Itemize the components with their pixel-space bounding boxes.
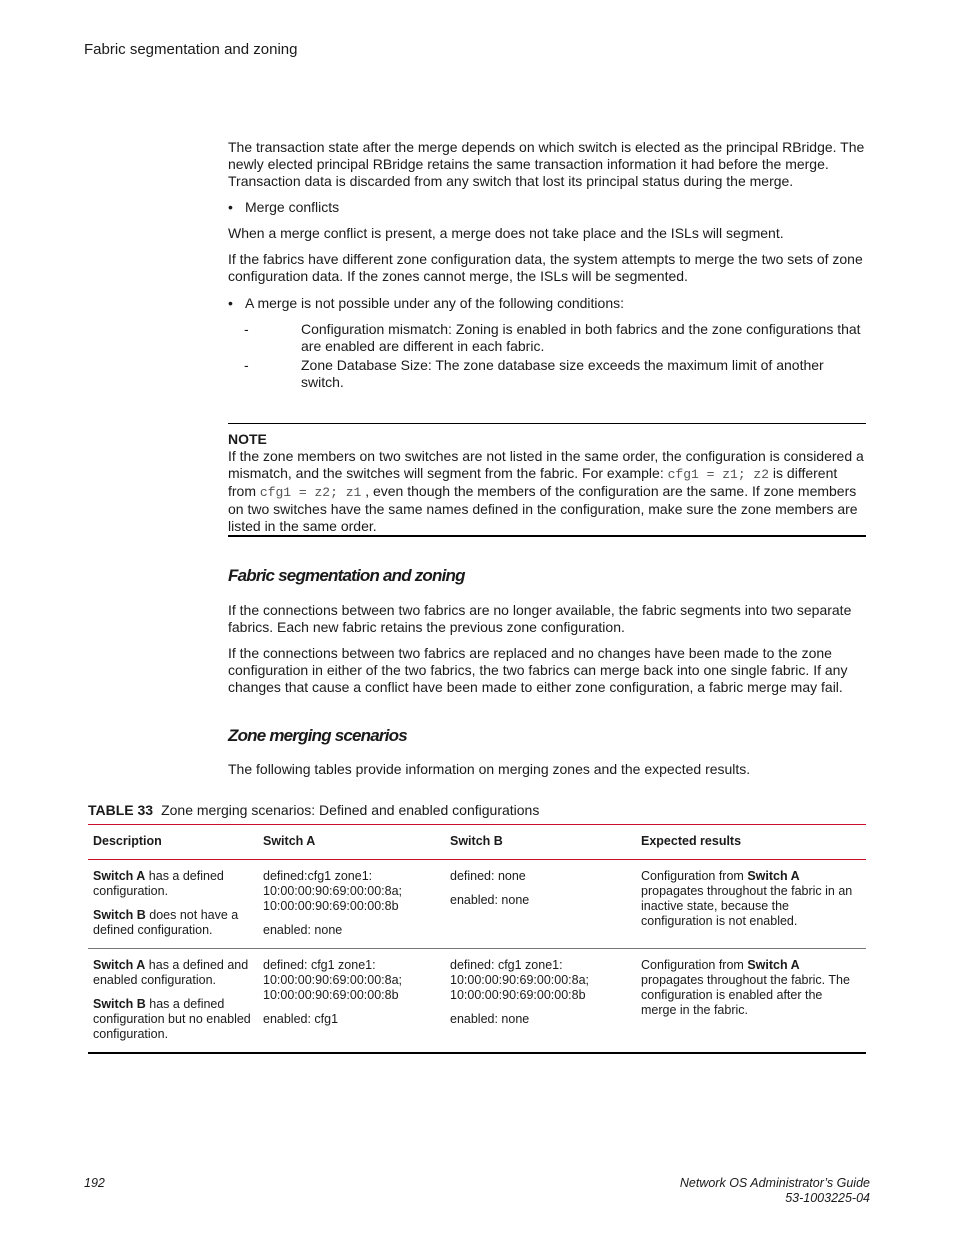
zone-merging-paragraph: The following tables provide information on merging zones and the expected results.	[228, 761, 751, 777]
description-text: has a defined configuration but no enabled configuration.	[93, 997, 251, 1041]
footer-doc-title: Network OS Administrator’s Guide	[679, 1176, 870, 1190]
segmentation-paragraph-2: If the connections between two fabrics are replaced and no changes have been made to the zone configuration in either of the two fabrics, the two fabrics can merge back into one single fabric. If any changes that cause a conflict have been made to either zone configuration, a fabric merge may fail.	[228, 645, 848, 695]
merge-conflict-paragraph: When a merge conflict is present, a merge does not take place and the ISLs will segment.	[228, 225, 784, 241]
enabled-config: enabled: cfg1	[263, 1012, 339, 1026]
enabled-config: enabled: none	[450, 893, 530, 907]
switch-name: Switch B	[93, 997, 146, 1011]
note-text-c: , even though the members of the configuration are the same. If zone members on two switches have the same names defined in the configuration, make sure the zone members are listed in the same order.	[228, 483, 858, 534]
note-bottom-rule	[228, 535, 866, 537]
note-text	[228, 448, 864, 535]
description-text: has a defined configuration.	[93, 869, 224, 898]
zone-config-paragraph: If the fabrics have different zone configuration data, the system attempts to merge the two sets of zone configuration data. If the zones cannot merge, the ISLs will be segmented.	[228, 251, 863, 284]
bullet-text: A merge is not possible under any of the following conditions:	[245, 295, 625, 311]
switch-a-cell	[258, 949, 445, 1054]
column-header: Expected results	[636, 825, 866, 860]
switch-name: Switch A	[747, 958, 800, 972]
defined-config: defined: cfg1 zone1: 10:00:00:90:69:00:00:8a; 10:00:00:90:69:00:00:8b	[263, 958, 403, 1002]
dash-glyph: -	[244, 357, 249, 373]
switch-name: Switch A	[93, 869, 146, 883]
footer-doc-info	[680, 1176, 870, 1206]
switch-b-cell	[445, 860, 636, 949]
column-header: Switch A	[258, 825, 445, 860]
table-header-row	[88, 825, 866, 860]
zone-merging-table	[88, 824, 866, 1054]
page-number: 192	[84, 1176, 105, 1190]
running-header: Fabric segmentation and zoning	[84, 41, 298, 58]
expected-result-cell	[636, 949, 866, 1054]
switch-name: Switch A	[747, 869, 800, 883]
defined-config: defined:cfg1 zone1: 10:00:00:90:69:00:00:8a; 10:00:00:90:69:00:00:8b	[263, 869, 403, 913]
enabled-config: enabled: none	[263, 923, 343, 937]
note-code-a: cfg1 = z1; z2	[667, 467, 770, 482]
table-row	[88, 949, 866, 1054]
dash-glyph: -	[244, 321, 249, 337]
table-row	[88, 860, 866, 949]
note-text-b: is different from	[228, 465, 838, 499]
bullet-glyph: •	[228, 295, 233, 311]
switch-a-cell	[258, 860, 445, 949]
description-cell	[88, 860, 258, 949]
table-caption-label: TABLE 33	[88, 802, 154, 818]
expected-result-cell	[636, 860, 866, 949]
note-code-b: cfg1 = z2; z1	[259, 485, 362, 500]
result-text: Configuration from	[641, 958, 748, 972]
note-label: NOTE	[228, 431, 267, 447]
condition-text: Zone Database Size: The zone database size exceeds the maximum limit of another switch.	[301, 357, 824, 390]
bullet-text: Merge conflicts	[245, 199, 340, 215]
description-text: has a defined and enabled configuration.	[93, 958, 249, 987]
section-heading-zone-merging: Zone merging scenarios	[228, 726, 407, 745]
note-box	[228, 431, 864, 535]
table-caption	[88, 802, 539, 818]
column-header: Switch B	[445, 825, 636, 860]
description-cell	[88, 949, 258, 1054]
segmentation-paragraph-1: If the connections between two fabrics are no longer available, the fabric segments into two separate fabrics. Each new fabric retains the previous zone configuration.	[228, 602, 852, 635]
bullet-glyph: •	[228, 199, 233, 215]
switch-b-cell	[445, 949, 636, 1054]
result-text: propagates throughout the fabric in an inactive state, because the configuration is not enabled.	[641, 884, 853, 928]
footer-doc-number: 53-1003225-04	[785, 1191, 870, 1205]
switch-name: Switch B	[93, 908, 146, 922]
note-text-a: If the zone members on two switches are not listed in the same order, the configuration is considered a mismatch, and the switches will segment from the fabric. For example:	[228, 448, 864, 481]
defined-config: defined: none	[450, 869, 526, 883]
result-text: propagates throughout the fabric. The configuration is enabled after the merge in the fabric.	[641, 973, 850, 1017]
condition-text: Configuration mismatch: Zoning is enabled in both fabrics and the zone configurations that are enabled are different in each fabric.	[301, 321, 861, 354]
description-text: does not have a defined configuration.	[93, 908, 239, 937]
switch-name: Switch A	[93, 958, 146, 972]
section-heading-fabric-segmentation: Fabric segmentation and zoning	[228, 566, 465, 585]
defined-config: defined: cfg1 zone1: 10:00:00:90:69:00:00:8a; 10:00:00:90:69:00:00:8b	[450, 958, 590, 1002]
table-caption-text: Zone merging scenarios: Defined and enabled configurations	[161, 802, 540, 818]
result-text: Configuration from	[641, 869, 748, 883]
note-top-rule	[228, 423, 866, 424]
intro-paragraph: The transaction state after the merge depends on which switch is elected as the principal RBridge. The newly elected principal RBridge retains the same transaction information it had before the merge. Transaction data is discarded from any switch that lost its principal status during the merge.	[228, 139, 865, 189]
enabled-config: enabled: none	[450, 1012, 530, 1026]
column-header: Description	[88, 825, 258, 860]
